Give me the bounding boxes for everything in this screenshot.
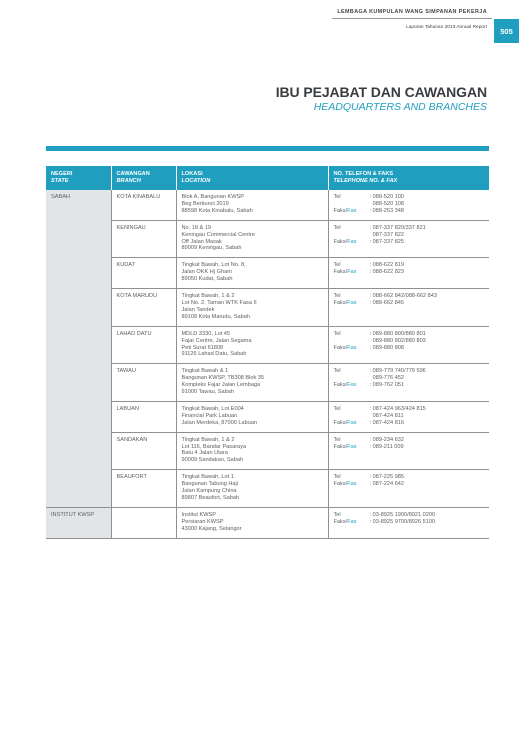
tel-label: Tel xyxy=(333,293,341,300)
branch-name: KOTA MARUDU xyxy=(116,293,158,300)
contact-number: 087-337 822 xyxy=(369,231,405,238)
table-row xyxy=(46,432,489,470)
contact-number: : 088-520 100 xyxy=(369,194,405,200)
address-line: Batu 4 Jalan Utara xyxy=(181,450,228,457)
contact-number: : 03-8925 9700/8926 5100 xyxy=(369,518,436,525)
address-line: 89009 Keningau, Sabah xyxy=(181,245,242,252)
location-cell xyxy=(176,326,328,364)
contact-label xyxy=(334,437,370,444)
contact-number: : 089-211 009 xyxy=(369,443,404,450)
table-row xyxy=(46,507,489,538)
phone-line xyxy=(334,437,485,444)
contact-label xyxy=(334,239,370,246)
contact-number: : 089-880 808 xyxy=(369,344,405,351)
column-header-en: LOCATION xyxy=(181,178,211,184)
phone-line xyxy=(334,262,485,269)
phone-fax-cell xyxy=(328,432,489,470)
address-line: 43000 Kajang, Selangor xyxy=(181,525,242,532)
contact-label xyxy=(334,382,370,389)
fax-label-en: Fax xyxy=(347,443,357,450)
location-cell xyxy=(176,507,328,538)
branch-cell xyxy=(111,401,176,432)
column-header-ms: NO. TELEFON & FAKS xyxy=(333,171,394,177)
branch-name: KENINGAU xyxy=(116,224,146,231)
column-header-ms: CAWANGAN xyxy=(116,171,150,177)
fax-label-en: Fax xyxy=(347,299,357,306)
location-cell xyxy=(176,220,328,258)
fax-label-en: Fax xyxy=(347,269,357,276)
phone-line xyxy=(334,331,485,338)
branch-cell xyxy=(111,432,176,470)
state-name: INSTITUT KWSP xyxy=(51,511,95,518)
address-line: Jalan Kampung China xyxy=(181,488,237,495)
phone-line xyxy=(334,232,485,239)
phone-line xyxy=(334,406,485,413)
contact-number: : 087-337 825 xyxy=(369,238,405,245)
branch-name: TAWAU xyxy=(116,368,136,375)
branch-cell xyxy=(111,220,176,258)
phone-line xyxy=(334,413,485,420)
column-header-phone-fax xyxy=(328,166,489,190)
tel-label: Tel xyxy=(333,194,341,200)
table-row xyxy=(46,289,489,327)
address-line: Fajar Centre, Jalan Segama xyxy=(181,337,252,344)
fax-label-ms: Faks/ xyxy=(333,481,348,488)
location-cell xyxy=(176,190,328,220)
fax-label-ms: Faks/ xyxy=(333,518,348,525)
state-cell xyxy=(46,507,111,538)
state-cell xyxy=(46,432,111,470)
contact-number: : 088-253 348 xyxy=(369,207,405,214)
phone-fax-cell xyxy=(328,364,489,402)
address-line: Blok A, Bangunan KWSP xyxy=(181,194,245,200)
header-divider xyxy=(332,18,492,19)
fax-line xyxy=(334,519,485,526)
fax-line xyxy=(334,345,485,352)
phone-fax-cell xyxy=(328,220,489,258)
address-line: No. 18 & 19 xyxy=(181,224,212,231)
location-cell xyxy=(176,364,328,402)
contact-number: : 087-424 816 xyxy=(369,419,405,426)
contact-label xyxy=(334,481,370,488)
address-line: Kompleks Fajar Jalan Lembaga xyxy=(181,382,261,389)
table-row xyxy=(46,190,489,220)
location-cell xyxy=(176,258,328,289)
contact-label xyxy=(334,474,370,481)
contact-label xyxy=(334,194,370,201)
branch-cell xyxy=(111,258,176,289)
contact-number: : 087-337 820/337 821 xyxy=(369,224,426,231)
state-cell xyxy=(46,190,111,220)
fax-line xyxy=(334,269,485,276)
contact-label xyxy=(334,420,370,427)
fax-line xyxy=(334,208,485,215)
branch-name: KUDAT xyxy=(116,262,136,269)
address-line: Jalan Tandek xyxy=(181,306,215,313)
tel-label: Tel xyxy=(333,224,341,231)
address-line: Tingkat Bawah, Lot E004 xyxy=(181,405,244,412)
column-header-ms: NEGERI xyxy=(51,171,73,177)
contact-number: : 087-424 963/424 815 xyxy=(369,405,426,412)
fax-label-en: Fax xyxy=(347,481,357,488)
contact-label xyxy=(334,406,370,413)
phone-fax-cell xyxy=(328,190,489,220)
fax-label-en: Fax xyxy=(347,207,357,214)
contact-label xyxy=(334,512,370,519)
phone-line xyxy=(334,194,485,201)
address-line: Financial Park Labuan xyxy=(181,412,238,419)
fax-label-ms: Faks/ xyxy=(333,419,348,426)
state-name: SABAH xyxy=(51,194,70,200)
phone-line xyxy=(334,201,485,208)
address-line: Tingkat Bawah & 1 xyxy=(181,368,229,375)
address-line: Lot 116, Bandar Pasaraya xyxy=(181,443,247,450)
column-header-ms: LOKASI xyxy=(181,171,203,177)
tel-label: Tel xyxy=(333,405,341,412)
fax-label-en: Fax xyxy=(347,518,357,525)
table-body xyxy=(46,190,489,538)
tel-label: Tel xyxy=(333,511,341,518)
table-row xyxy=(46,364,489,402)
address-line: Bangunan KWSP, TB308 Blok 35 xyxy=(181,375,265,382)
state-cell xyxy=(46,289,111,327)
address-line: Off Jalan Masak xyxy=(181,238,222,245)
contact-label xyxy=(334,331,370,338)
address-line: 89050 Kudat, Sabah xyxy=(181,276,233,283)
address-line: Bangunan Tabung Haji xyxy=(181,481,239,488)
contact-number: : 087-225 985 xyxy=(369,474,405,481)
column-header-state xyxy=(46,166,111,190)
contact-label xyxy=(334,232,370,239)
address-line: Beg Berkunci 2019 xyxy=(181,200,229,207)
fax-line xyxy=(334,239,485,246)
contact-number: : 03-8925 1900/8921 0200 xyxy=(369,511,436,518)
phone-fax-cell xyxy=(328,258,489,289)
branch-name: BEAUFORT xyxy=(116,474,147,481)
branch-directory-table xyxy=(46,166,489,539)
state-cell xyxy=(46,220,111,258)
address-line: Peti Surat 61808 xyxy=(181,344,224,351)
state-cell xyxy=(46,258,111,289)
phone-fax-cell xyxy=(328,507,489,538)
branch-cell xyxy=(111,190,176,220)
fax-line xyxy=(334,420,485,427)
phone-line xyxy=(334,293,485,300)
address-line: Tingkat Bawah, 1 & 2 xyxy=(181,436,235,443)
contact-label xyxy=(334,519,370,526)
page-title: IBU PEJABAT DAN CAWANGAN xyxy=(275,84,487,100)
address-line: 89108 Kota Marudu, Sabah xyxy=(181,313,250,320)
contact-number: 089-776 452 xyxy=(369,375,405,382)
location-cell xyxy=(176,470,328,508)
contact-number: : 089-880 800/880 801 xyxy=(369,330,426,337)
contact-number: : 088-622 823 xyxy=(369,269,405,276)
contact-label xyxy=(334,368,370,375)
phone-line xyxy=(334,512,485,519)
branch-name: SANDAKAN xyxy=(116,436,148,443)
phone-line xyxy=(334,375,485,382)
address-line: Tingkat Bawah, 1 & 2 xyxy=(181,293,235,300)
report-english-label: Annual Report xyxy=(456,25,487,30)
address-line: Persiaran KWSP xyxy=(181,518,224,525)
report-label xyxy=(406,25,487,30)
fax-label-ms: Faks/ xyxy=(333,443,348,450)
fax-label-en: Fax xyxy=(347,344,357,351)
contact-label xyxy=(334,262,370,269)
address-line: 89807 Beaufort, Sabah xyxy=(181,495,240,501)
branch-cell xyxy=(111,470,176,508)
table-row xyxy=(46,220,489,258)
fax-label-ms: Faks/ xyxy=(333,238,348,245)
contact-number: 087-424 811 xyxy=(369,412,404,419)
contact-label xyxy=(334,345,370,352)
fax-line xyxy=(334,382,485,389)
column-header-en: BRANCH xyxy=(116,178,141,184)
fax-label-ms: Faks/ xyxy=(333,269,348,276)
table-row xyxy=(46,326,489,364)
contact-label xyxy=(334,338,370,345)
fax-line xyxy=(334,300,485,307)
contact-label xyxy=(334,208,370,215)
branch-cell xyxy=(111,364,176,402)
fax-label-en: Fax xyxy=(347,382,357,389)
branch-cell xyxy=(111,507,176,538)
fax-label-en: Fax xyxy=(347,238,357,245)
tel-label: Tel xyxy=(333,474,341,481)
state-cell xyxy=(46,364,111,402)
address-line: Jalan OKK Hj Gham xyxy=(181,269,232,276)
fax-line xyxy=(334,481,485,488)
branch-name: LAHAD DATU xyxy=(116,330,152,337)
branch-name: KOTA KINABALU xyxy=(116,194,161,200)
contact-number: : 088-662 845 xyxy=(369,299,405,306)
column-header-location xyxy=(176,166,328,190)
contact-label xyxy=(334,300,370,307)
address-line: Institut KWSP xyxy=(181,511,217,518)
address-line: Keningau Commercial Centre xyxy=(181,231,255,238)
location-cell xyxy=(176,289,328,327)
contact-label xyxy=(334,444,370,451)
location-cell xyxy=(176,401,328,432)
branch-name: LABUAN xyxy=(116,405,139,412)
branch-cell xyxy=(111,289,176,327)
contact-number: : 089-762 051 xyxy=(369,382,405,389)
phone-line xyxy=(334,338,485,345)
organisation-name: LEMBAGA KUMPULAN WANG SIMPANAN PEKERJA xyxy=(337,9,487,15)
address-line: 90009 Sandakan, Sabah xyxy=(181,457,244,464)
column-header-en: TELEPHONE NO. & FAX xyxy=(333,178,398,184)
tel-label: Tel xyxy=(333,330,341,337)
page-subtitle: HEADQUARTERS AND BRANCHES xyxy=(313,101,487,113)
phone-line xyxy=(334,368,485,375)
tel-label: Tel xyxy=(333,368,341,375)
state-cell xyxy=(46,401,111,432)
table-row xyxy=(46,401,489,432)
address-line: 91000 Tawau, Sabah xyxy=(181,389,234,396)
contact-label xyxy=(334,269,370,276)
fax-label-ms: Faks/ xyxy=(333,382,348,389)
phone-fax-cell xyxy=(328,326,489,364)
address-line: 91126 Lahad Datu, Sabah xyxy=(181,351,247,358)
table-row xyxy=(46,258,489,289)
accent-bar xyxy=(46,146,489,151)
branch-cell xyxy=(111,326,176,364)
address-line: MDLD 3330, Lot 45 xyxy=(181,330,231,337)
contact-number: : 088-622 819 xyxy=(369,262,405,269)
contact-number: : 087-224 642 xyxy=(369,481,405,488)
address-line: Jalan Merdeka, 87000 Labuan xyxy=(181,419,258,426)
column-header-en: STATE xyxy=(51,178,69,184)
phone-fax-cell xyxy=(328,289,489,327)
phone-line xyxy=(334,225,485,232)
contact-number: : 088-662 842/088-662 843 xyxy=(369,293,437,300)
phone-line xyxy=(334,474,485,481)
contact-number: : 089-779 740/779 596 xyxy=(369,368,426,375)
column-header-branch xyxy=(111,166,176,190)
contact-number: 088-520 108 xyxy=(369,200,405,207)
phone-fax-cell xyxy=(328,470,489,508)
state-cell xyxy=(46,470,111,508)
tel-label: Tel xyxy=(333,262,341,269)
fax-label-ms: Faks/ xyxy=(333,299,348,306)
contact-label xyxy=(334,375,370,382)
state-cell xyxy=(46,326,111,364)
tel-label: Tel xyxy=(333,436,341,443)
contact-label xyxy=(334,413,370,420)
contact-label xyxy=(334,293,370,300)
contact-number: : 089-234 632 xyxy=(369,436,405,443)
phone-fax-cell xyxy=(328,401,489,432)
table-header-row xyxy=(46,166,489,190)
address-line: Tingkat Bawah, Lot No. 8, xyxy=(181,262,246,269)
fax-line xyxy=(334,444,485,451)
contact-label xyxy=(334,201,370,208)
address-line: Tingkat Bawah, Lot 1 xyxy=(181,474,234,481)
contact-label xyxy=(334,225,370,232)
address-line: 88598 Kota Kinabalu, Sabah xyxy=(181,207,253,214)
report-year-label: Laporan Tahunan 2013 xyxy=(405,25,456,30)
fax-label-ms: Faks/ xyxy=(333,344,348,351)
fax-label-en: Fax xyxy=(347,419,357,426)
location-cell xyxy=(176,432,328,470)
address-line: Lot No. 2, Taman WTK Fasa II xyxy=(181,299,257,306)
table-row xyxy=(46,470,489,508)
contact-number: 089-880 802/880 803 xyxy=(369,337,426,344)
fax-label-ms: Faks/ xyxy=(333,207,348,214)
page-number: 505 xyxy=(494,19,519,43)
